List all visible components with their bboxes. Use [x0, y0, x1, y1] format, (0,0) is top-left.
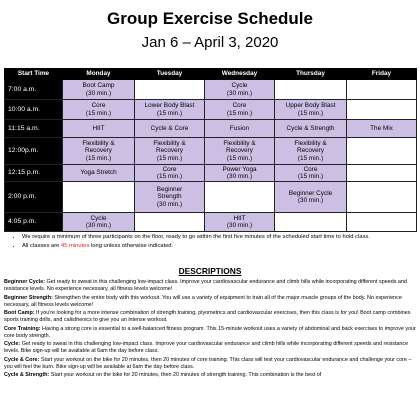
schedule-row — [5, 120, 417, 138]
class-cell — [205, 213, 275, 232]
class-cell-line: Boot Camp — [82, 82, 115, 90]
header-tuesday: Tuesday — [135, 69, 205, 80]
class-cell-line: (15 min.) — [85, 109, 112, 117]
note-class-length-after: long unless otherwise indicated. — [89, 242, 174, 249]
class-cell-line: (30 min.) — [85, 89, 112, 97]
class-cell-line: Cycle & Strength — [286, 124, 335, 132]
class-cell-line: Flexibility & — [223, 139, 256, 147]
header-monday: Monday — [63, 69, 135, 80]
class-cell — [63, 138, 135, 165]
class-cell-line: Cycle — [231, 82, 248, 90]
page-title: Group Exercise Schedule — [107, 9, 313, 28]
class-cell — [275, 100, 347, 120]
schedule-row — [5, 213, 417, 232]
class-cell-line: Flexibility & — [153, 139, 186, 147]
description-item — [4, 279, 416, 293]
start-time-cell: 4:05 p.m. — [5, 213, 63, 232]
class-cell-line: Core — [162, 165, 177, 173]
class-cell-line: Recovery — [85, 147, 112, 155]
descriptions-list — [4, 279, 416, 381]
empty-cell — [347, 165, 417, 182]
description-text: Get ready to sweat in this challenging low-impact class. Improve your cardiovascular endurance and climb hills while incorporating different speeds and resistance levels. Bike sign-up will be available at 6am the day before class. — [4, 341, 409, 355]
class-cell-line: The Mix — [370, 124, 393, 132]
description-text: Strengthen the entire body with this workout. You will use a variety of equipment to train all of the major muscle groups of the body. No experience necessary, all fitness levels welcome! — [4, 294, 402, 308]
class-cell — [205, 80, 275, 100]
description-term: Cycle: — [4, 341, 21, 348]
class-cell — [205, 100, 275, 120]
class-cell-line: (30 min.) — [85, 222, 112, 229]
class-cell-line: (15 min.) — [156, 109, 183, 117]
class-cell — [275, 138, 347, 165]
description-term: Cycle & Strength: — [4, 372, 50, 379]
description-text: Having a strong core is essential to a well-balanced fitness program. This 15-minute workout uses a variety of abdominal and back exercises to improve your core body strength. — [4, 325, 416, 339]
class-cell — [347, 120, 417, 138]
class-cell — [63, 80, 135, 100]
class-cell — [135, 165, 205, 182]
class-cell — [63, 120, 135, 138]
empty-cell — [347, 138, 417, 165]
header-friday: Friday — [347, 69, 417, 80]
description-text: If you're looking for a more intense combination of strength training, plyometrics and cardiovascular exercises, then this class is for you! Boot camp combines sports training drills, and calisthenics to give you an intense workout. — [4, 310, 411, 324]
start-time-cell: 7:00 a.m. — [5, 80, 63, 100]
empty-cell — [275, 80, 347, 100]
schedule-row — [5, 182, 417, 213]
class-cell-line: Power Yoga — [222, 165, 257, 173]
class-cell-line: Cycle & Core — [150, 124, 189, 132]
class-cell-line: (15 min.) — [156, 173, 183, 180]
class-cell-line: (15 min.) — [85, 154, 112, 162]
class-cell-line: Core — [91, 102, 106, 110]
empty-cell — [205, 182, 275, 213]
schedule-row — [5, 80, 417, 100]
note-class-length-highlight: 45 minutes — [60, 242, 90, 249]
class-cell — [63, 213, 135, 232]
description-text: Start your workout on the bike for 20 minutes, then 20 minutes of core training. This class will test your cardiovascular endurance and challenge your core – you will feel the burn. Bike sign-up will be available at 6am the day before class. — [4, 356, 412, 370]
class-cell-line: Strength — [157, 193, 182, 201]
class-cell-line: (30 min.) — [226, 222, 253, 229]
description-item — [4, 326, 416, 340]
class-cell — [205, 120, 275, 138]
start-time-cell: 12:00p.m. — [5, 138, 63, 165]
class-cell-line: Flexibility & — [294, 139, 327, 147]
description-term: Boot Camp: — [4, 310, 35, 317]
class-cell-line: Core — [232, 102, 247, 110]
description-text: Get ready to sweat in this challenging low-impact class. Improve your cardiovascular endurance and climb hills while incorporating different speeds and resistance levels. No experience necessary, all fitness levels welcome! — [4, 279, 407, 293]
class-cell-line: HIIT — [233, 214, 246, 222]
date-range: Jan 6 – April 3, 2020 — [141, 34, 279, 51]
descriptions-heading: DESCRIPTIONS — [178, 266, 242, 276]
class-cell — [135, 120, 205, 138]
class-cell-line: Fusion — [229, 124, 250, 132]
note-minimum-participants: • We require a minimum of three participants on the floor, ready to go within the first five minutes of the scheduled start time to hold class. — [22, 234, 420, 242]
class-cell-line: (15 min.) — [226, 109, 253, 117]
class-cell — [135, 100, 205, 120]
note-class-length — [22, 243, 420, 251]
empty-cell — [135, 213, 205, 232]
schedule-row — [5, 138, 417, 165]
class-cell — [275, 165, 347, 182]
description-text: Start your workout on the bike for 20 minutes, then 20 minutes of strength training. This combination is the best of — [49, 372, 322, 379]
empty-cell — [63, 182, 135, 213]
class-cell-line: (30 min.) — [226, 89, 253, 97]
header-thursday: Thursday — [275, 69, 347, 80]
description-term: Beginner Cycle: — [4, 279, 46, 285]
note-class-length-before: All classes are — [22, 242, 61, 249]
class-cell — [63, 100, 135, 120]
description-item — [4, 295, 416, 309]
class-cell-line: Recovery — [297, 147, 324, 155]
class-cell — [275, 120, 347, 138]
class-cell-line: (15 min.) — [297, 109, 324, 117]
class-cell-line: Beginner — [156, 185, 183, 193]
class-cell-line: Recovery — [226, 147, 253, 155]
class-cell-line: Flexibility & — [82, 139, 115, 147]
description-item — [4, 310, 416, 324]
class-cell-line: (30 min.) — [297, 197, 324, 204]
description-term: Cycle & Core: — [4, 356, 40, 363]
description-item — [4, 341, 416, 355]
schedule-header-row — [5, 69, 417, 80]
class-cell-line: Yoga Stretch — [80, 169, 117, 177]
description-item — [4, 372, 416, 379]
class-cell-line: HIIT — [92, 124, 105, 132]
class-cell — [205, 138, 275, 165]
empty-cell — [275, 213, 347, 232]
class-cell-line: (15 min.) — [156, 154, 183, 162]
class-cell-line: Lower Body Blast — [144, 102, 195, 110]
empty-cell — [347, 80, 417, 100]
schedule-table — [4, 68, 417, 232]
class-cell-line: (15 min.) — [297, 173, 324, 180]
empty-cell — [347, 100, 417, 120]
class-cell — [275, 182, 347, 213]
start-time-cell: 10:00 a.m. — [5, 100, 63, 120]
start-time-cell: 11:15 a.m. — [5, 120, 63, 138]
schedule-notes — [8, 234, 420, 252]
start-time-cell: 12:15 p.m. — [5, 165, 63, 182]
description-term: Beginner Strength: — [4, 294, 53, 301]
empty-cell — [347, 182, 417, 213]
class-cell-line: (30 min.) — [156, 200, 183, 208]
schedule-row — [5, 165, 417, 182]
header-start-time: Start Time — [5, 69, 63, 80]
header-wednesday: Wednesday — [205, 69, 275, 80]
class-cell-line: Beginner Cycle — [288, 189, 333, 197]
class-cell-line: (15 min.) — [226, 154, 253, 162]
class-cell — [205, 165, 275, 182]
class-cell-line: Core — [303, 165, 318, 173]
class-cell-line: Recovery — [156, 147, 183, 155]
class-cell-line: (30 min.) — [226, 173, 253, 180]
class-cell-line: Cycle — [90, 214, 107, 222]
class-cell — [135, 138, 205, 165]
start-time-cell: 2:00 p.m. — [5, 182, 63, 213]
description-item — [4, 357, 416, 371]
class-cell-line: (15 min.) — [297, 154, 324, 162]
class-cell — [63, 165, 135, 182]
description-term: Core Training: — [4, 325, 41, 332]
schedule-row — [5, 100, 417, 120]
empty-cell — [135, 80, 205, 100]
class-cell-line: Upper Body Blast — [285, 102, 336, 110]
class-cell — [135, 182, 205, 213]
empty-cell — [347, 213, 417, 232]
